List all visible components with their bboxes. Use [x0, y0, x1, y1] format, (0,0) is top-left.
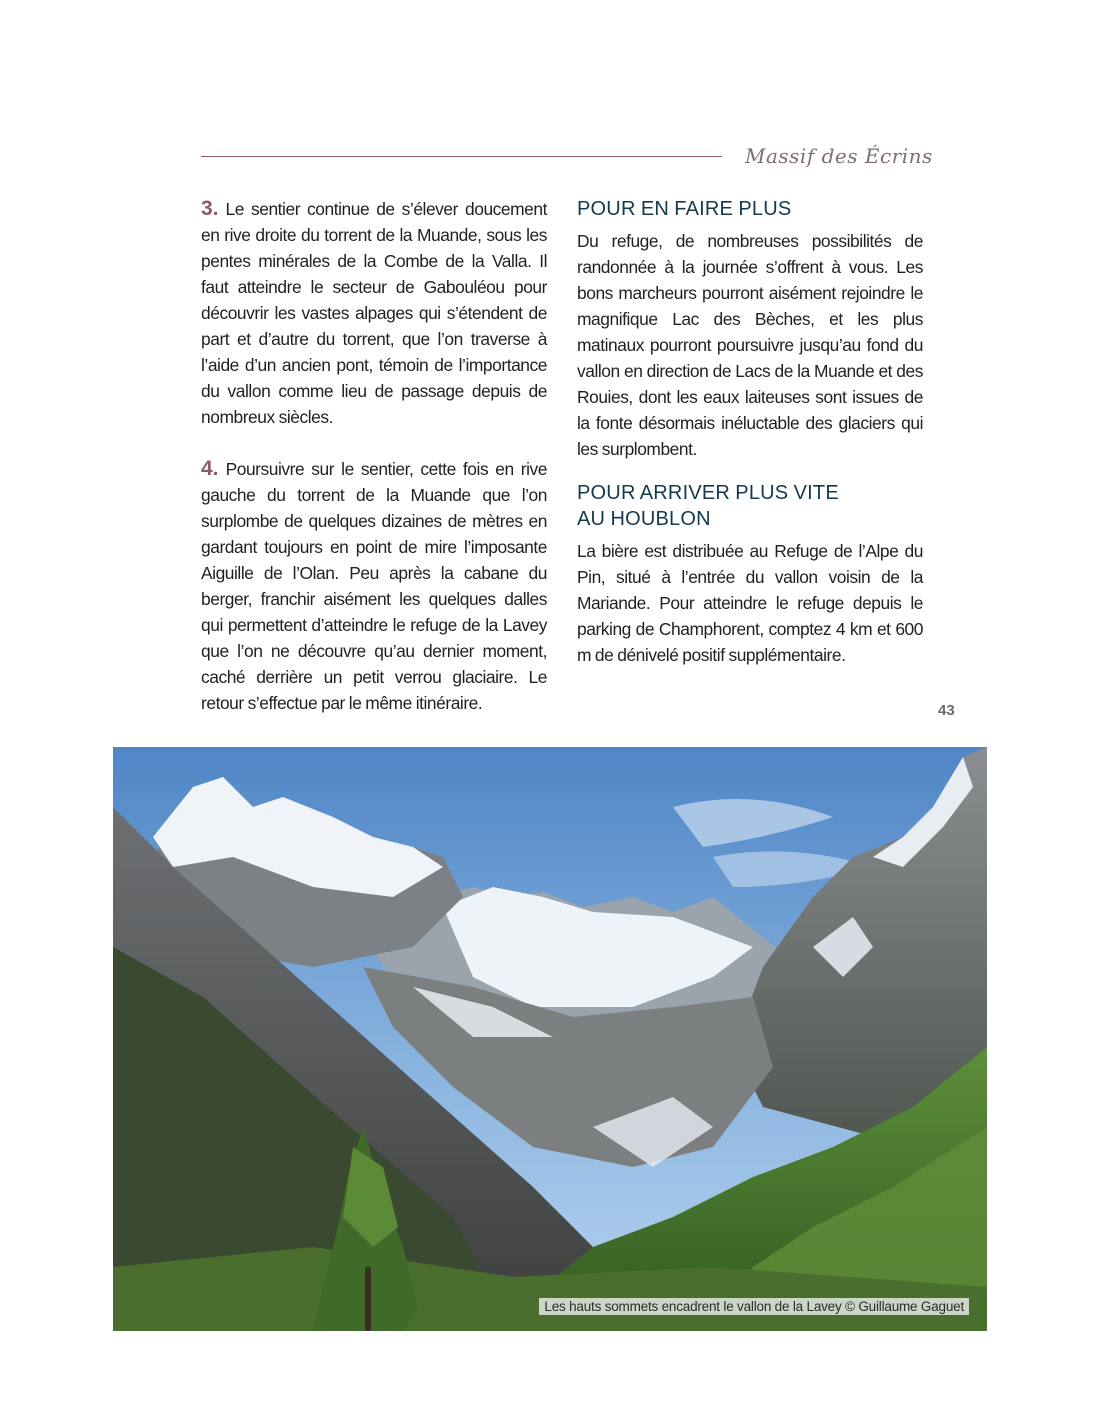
step-3-number: 3.: [201, 197, 219, 220]
step-4-number: 4.: [201, 457, 219, 480]
section-text-arriver-plus-vite: La bière est distribuée au Refuge de l’Alpe du Pin, situé à l’entrée du vallon voisin de la Mariande. Pour atteindre le refuge depuis le parking de Champhorent, comptez 4 km et 600 m de dénivelé positif supplémentaire.: [577, 541, 923, 665]
right-column: [577, 196, 923, 668]
mountain-landscape-illustration: [113, 747, 987, 1331]
step-3-paragraph: [201, 196, 547, 430]
section-heading-en-faire-plus: POUR EN FAIRE PLUS: [577, 198, 792, 220]
mountain-photo: [113, 747, 987, 1331]
page-number: 43: [938, 702, 955, 719]
photo-caption: Les hauts sommets encadrent le vallon de la Lavey © Guillaume Gaguet: [539, 1298, 969, 1315]
section-heading-line-2: AU HOUBLON: [577, 508, 711, 530]
running-header-title: Massif des Écrins: [745, 144, 933, 168]
header-rule: [201, 156, 722, 157]
section-heading-arriver-plus-vite: [577, 480, 923, 532]
left-column: [201, 196, 547, 716]
section-heading-line-1: POUR ARRIVER PLUS VITE: [577, 482, 839, 504]
section-text-en-faire-plus: Du refuge, de nombreuses possibilités de randonnée à la journée s’offrent à vous. Les bons marcheurs pourront aisément rejoindre le magnifique Lac des Bèches, et les plus matinaux pourront poursuivre jusqu’au fond du vallon en direction de Lacs de la Muande et des Rouies, dont les eaux laiteuses sont issues de la fonte désormais inéluctable des glaciers qui les surplombent.: [577, 231, 923, 459]
step-4-text: Poursuivre sur le sentier, cette fois en rive gauche du torrent de la Muande que l’on surplombe de quelques dizaines de mètres en gardant toujours en point de mire l’imposante Aiguille de l’Olan. Peu après la cabane du berger, franchir aisément les quelques dalles qui permettent d’atteindre le refuge de la Lavey que l’on ne découvre qu’au dernier moment, caché derrière un petit verrou glaciaire. Le retour s’effectue par le même itinéraire.: [201, 459, 547, 713]
step-3-text: Le sentier continue de s’élever doucement en rive droite du torrent de la Muande, sous les pentes minérales de la Combe de la Valla. Il faut atteindre le secteur de Gabouléou pour découvrir les vastes alpages qui s’étendent de part et d’autre du torrent, que l’on traverse à l’aide d’un ancien pont, témoin de l’importance du vallon comme lieu de passage depuis de nombreux siècles.: [201, 199, 547, 427]
step-4-paragraph: [201, 456, 547, 716]
